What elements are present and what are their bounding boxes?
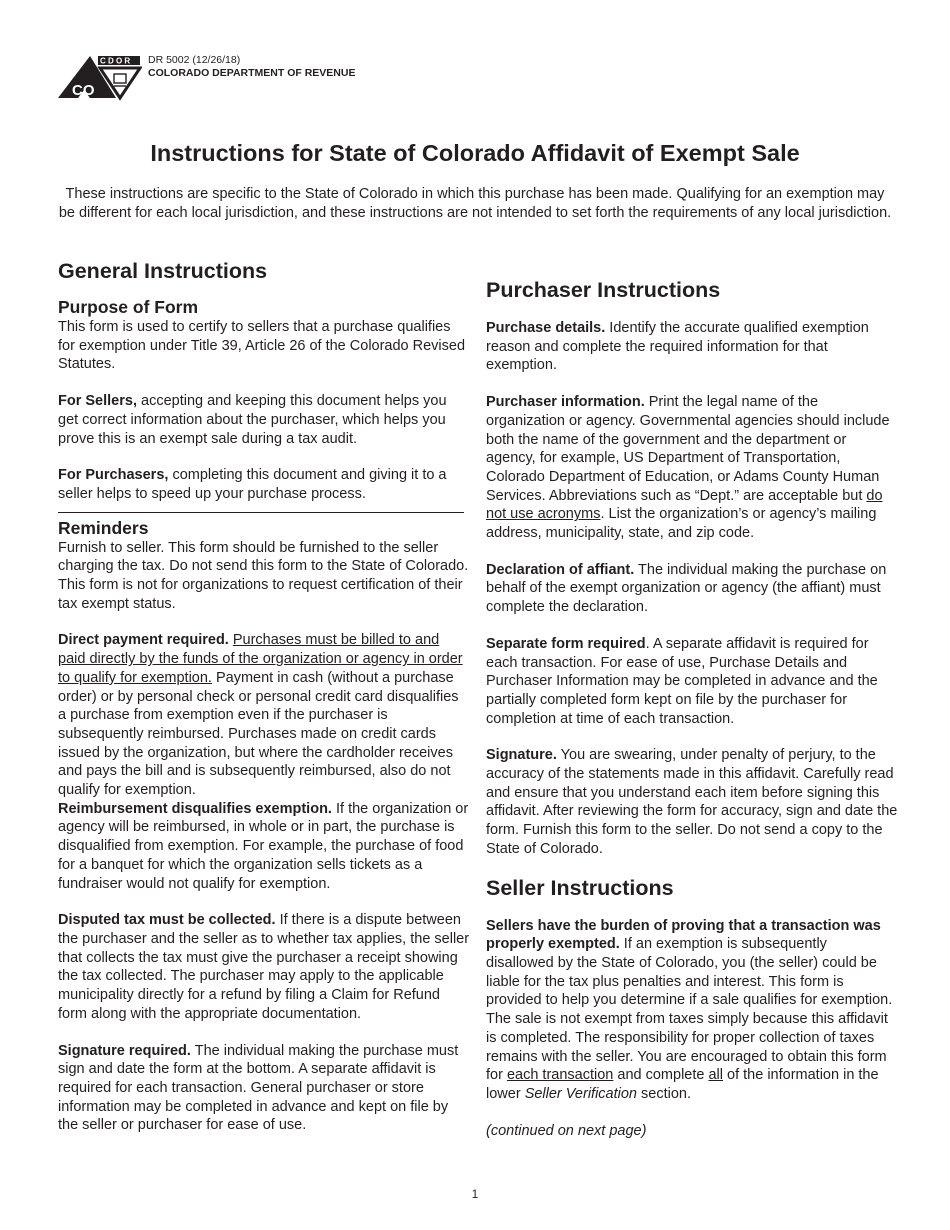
reminders-heading: Reminders bbox=[58, 517, 149, 538]
department-name: COLORADO DEPARTMENT OF REVENUE bbox=[148, 67, 356, 79]
svg-text:CO: CO bbox=[72, 82, 95, 99]
separate-form-paragraph: Separate form required. A separate affidavit is required for each transaction. For ease of use, Purchase Details and Purchaser Information may be completed in advance and the partially completed form kept on file by the purchaser for completion at time of each transaction. bbox=[486, 635, 878, 727]
reminders-text: Furnish to seller. This form should be furnished to the seller charging the tax. Do not send this form to the State of Colorado. This form is not for organizations to request certification of their tax exempt status. bbox=[58, 539, 469, 612]
direct-payment-paragraph: Direct payment required. Purchases must be billed to and paid directly by the funds of the organization or agency in order to qualify for exemption. Payment in cash (without a purchase order) or by personal check or personal credit card disqualifies a purchase from exemption even if the purchaser is subsequently reimbursed. Purchases made on credit cards issued by the organization, but where the cardholder receives and pays the bill and is subsequently reimbursed, also do not qualify for exemption. bbox=[58, 632, 463, 799]
seller-instructions-heading: Seller Instructions bbox=[486, 875, 674, 900]
seller-burden-paragraph: Sellers have the burden of proving that a transaction was properly exempted. If an exemption is subsequently disallowed by the State of Colorado, you (the seller) could be liable for the tax plus penalties and interest. This form is provided to help you determine if a sale qualifies for exemption. The sale is not exempt from taxes simply because this affidavit is completed. The responsibility for proper collection of taxes remains with the seller. You are encouraged to obtain this form for each transaction and complete all of the information in the lower Seller Verification section. bbox=[486, 917, 893, 1102]
signature-paragraph: Signature. You are swearing, under penalty of perjury, to the accuracy of the statements made in this affidavit. Carefully read and ensure that you understand each item before signing this affidavit. After reviewing the form for accuracy, sign and date the form. Furnish this form to the seller. Do not send a copy to the State of Colorado. bbox=[486, 747, 898, 857]
signature-required-paragraph: Signature required. The individual making the purchase must sign and date the form at the bottom. A separate affidavit is required for each transaction. General purchaser or store information may be completed in advance and kept on file by the seller or purchaser for ease of use. bbox=[58, 1042, 459, 1134]
continued-note: (continued on next page) bbox=[486, 1122, 647, 1139]
for-sellers-paragraph: For Sellers, accepting and keeping this document helps you get correct information about the purchaser, which helps you prove this is an exempt sale during a tax audit. bbox=[58, 393, 447, 447]
purchaser-information-paragraph: Purchaser information. Print the legal name of the organization or agency. Governmental agencies should include both the name of the government and the department or agency, for example, US Department of Transportation, Colorado Department of Education, or Adams County Human Services. Abbreviations such as “Dept.” are acceptable but do not use acronyms. List the organization’s or agency’s mailing address, municipality, state, and zip code. bbox=[486, 394, 890, 542]
reimbursement-paragraph: Reimbursement disqualifies exemption. If the organization or agency will be reimbursed, in whole or in part, the purchase is disqualified from exemption. For example, the purchase of food for a banquet for which the organization sells tickets as a fundraiser would not qualify for exemption. bbox=[58, 800, 469, 892]
form-number: DR 5002 (12/26/18) bbox=[148, 54, 241, 66]
page-number: 1 bbox=[471, 1189, 479, 1201]
purpose-text: This form is used to certify to sellers that a purchase qualifies for exemption under Title 39, Article 26 of the Colorado Revised Statutes. bbox=[58, 319, 466, 373]
purchaser-instructions-column bbox=[486, 277, 898, 1158]
general-instructions-column bbox=[58, 258, 470, 1153]
purchaser-instructions-heading: Purchaser Instructions bbox=[486, 278, 721, 302]
intro-paragraph: These instructions are specific to the State of Colorado in which this purchase has been made. Qualifying for an exemption may be different for each local jurisdiction, and these instructions are not intended to set forth the requirements of any local jurisdiction. bbox=[58, 186, 892, 221]
section-divider bbox=[58, 512, 464, 513]
declaration-paragraph: Declaration of affiant. The individual making the purchase on behalf of the exempt organization or agency (the affiant) must complete the declaration. bbox=[486, 561, 887, 616]
general-instructions-heading: General Instructions bbox=[58, 259, 268, 283]
svg-text:CDOR: CDOR bbox=[100, 56, 133, 66]
for-purchasers-paragraph: For Purchasers, completing this document and giving it to a seller helps to speed up your purchase process. bbox=[58, 467, 447, 502]
purchase-details-paragraph: Purchase details. Identify the accurate qualified exemption reason and complete the required information for that exemption. bbox=[486, 320, 869, 374]
cdor-logo bbox=[56, 52, 142, 104]
disputed-tax-paragraph: Disputed tax must be collected. If there is a dispute between the purchaser and the seller as to whether tax applies, the seller that collects the tax must give the purchaser a receipt showing the tax collected. The purchaser may apply to the applicable municipality directly for a refund by filing a Claim for Refund form along with the appropriate documentation. bbox=[58, 912, 470, 1022]
page-title: Instructions for State of Colorado Affidavit of Exempt Sale bbox=[150, 140, 800, 166]
purpose-heading: Purpose of Form bbox=[58, 297, 199, 317]
